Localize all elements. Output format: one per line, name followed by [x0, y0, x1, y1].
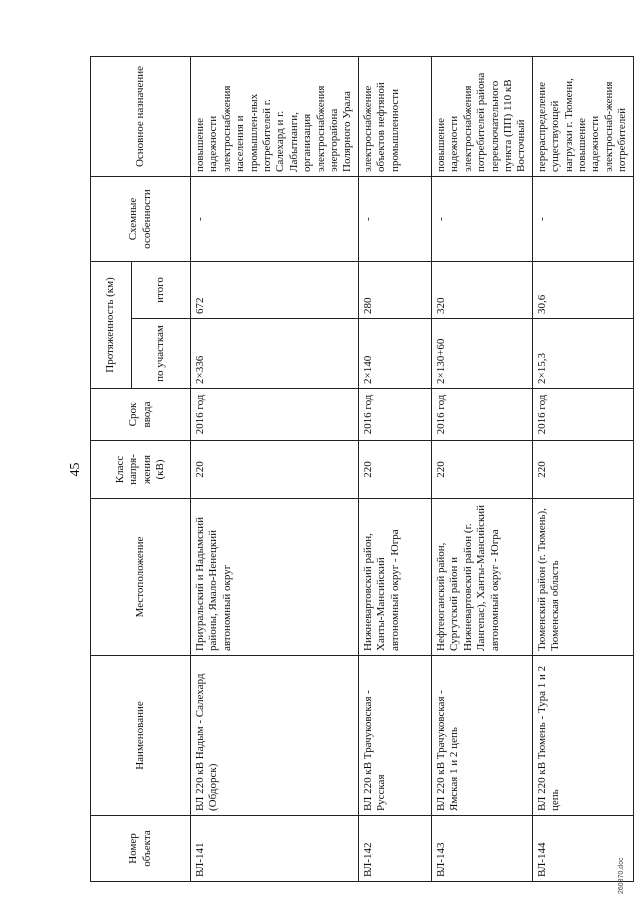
- cell-name: ВЛ 220 кВ Трачуковская - Русская: [358, 656, 431, 816]
- rotated-page: [60, 57, 629, 894]
- cell-scheme-features: -: [431, 177, 532, 262]
- header-scheme-features: Схемные особенности: [91, 177, 191, 262]
- cell-object-number: ВЛ-141: [191, 816, 359, 882]
- cell-name: ВЛ 220 кВ Трачуковская - Ямская 1 и 2 цепь: [431, 656, 532, 816]
- cell-length-sections: 2×140: [358, 319, 431, 389]
- header-voltage-class: Класс напря-жения (кВ): [91, 441, 191, 499]
- cell-commission-date: 2016 год: [431, 389, 532, 441]
- table-row: [532, 57, 633, 882]
- cell-main-purpose: перераспределение существующей нагрузки г. Тюмени, повышение надежности электроснаб-жения потребителей: [532, 57, 633, 177]
- cell-location: Тюменский район (г. Тюмень), Тюменская область: [532, 499, 633, 656]
- cell-name: ВЛ 220 кВ Тюмень - Тура 1 и 2 цепь: [532, 656, 633, 816]
- header-location: Местоположение: [91, 499, 191, 656]
- cell-commission-date: 2016 год: [532, 389, 633, 441]
- cell-length-total: 280: [358, 262, 431, 319]
- header-length-by-sections: по участкам: [132, 319, 191, 389]
- page-number: 45: [68, 462, 83, 477]
- header-main-purpose: Основное назначение: [91, 57, 191, 177]
- cell-object-number: ВЛ-142: [358, 816, 431, 882]
- table-row: [358, 57, 431, 882]
- cell-voltage: 220: [358, 441, 431, 499]
- header-length-total: итого: [132, 262, 191, 319]
- header-object-number: Номер объекта: [91, 816, 191, 882]
- cell-length-total: 320: [431, 262, 532, 319]
- table-row: [191, 57, 359, 882]
- cell-location: Нижневартовский район, Ханты-Мансийский автономный округ - Югра: [358, 499, 431, 656]
- cell-commission-date: 2016 год: [191, 389, 359, 441]
- cell-length-sections: 2×15,3: [532, 319, 633, 389]
- footer-document-code: 260370.doc: [618, 857, 625, 894]
- cell-voltage: 220: [532, 441, 633, 499]
- cell-location: Нефтеюганский район, Сургутский район и Нижневартовский район (г. Лангепас), Ханты-Мансийский автономный округ - Югра: [431, 499, 532, 656]
- cell-object-number: ВЛ-144: [532, 816, 633, 882]
- cell-length-total: 30,6: [532, 262, 633, 319]
- cell-main-purpose: повышение надежности электроснабжения потребителей района переключательного пункта (ПП) 110 кВ Восточный: [431, 57, 532, 177]
- cell-object-number: ВЛ-143: [431, 816, 532, 882]
- header-name: Наименование: [91, 656, 191, 816]
- cell-main-purpose: электроснабжение объектов нефтяной промышленности: [358, 57, 431, 177]
- cell-length-sections: 2×130+60: [431, 319, 532, 389]
- cell-name: ВЛ 220 кВ Надым - Салехард (Обдорск): [191, 656, 359, 816]
- header-row: [91, 57, 132, 882]
- cell-location: Приуральский и Надымский районы, Ямало-Ненецкий автономный округ: [191, 499, 359, 656]
- cell-main-purpose: повышение надежности электроснабжения населения и промышлен-ных потребителей г. Салехард и г. Лабытнанги, организация электроснабжения энергорайона Полярного Урала: [191, 57, 359, 177]
- header-commission-date: Срок ввода: [91, 389, 191, 441]
- cell-scheme-features: -: [191, 177, 359, 262]
- cell-scheme-features: -: [532, 177, 633, 262]
- cell-voltage: 220: [191, 441, 359, 499]
- header-length-group: Протяженность (км): [91, 262, 132, 389]
- cell-commission-date: 2016 год: [358, 389, 431, 441]
- cell-voltage: 220: [431, 441, 532, 499]
- table-row: [431, 57, 532, 882]
- power-lines-table: [90, 56, 634, 882]
- cell-length-total: 672: [191, 262, 359, 319]
- cell-scheme-features: -: [358, 177, 431, 262]
- cell-length-sections: 2×336: [191, 319, 359, 389]
